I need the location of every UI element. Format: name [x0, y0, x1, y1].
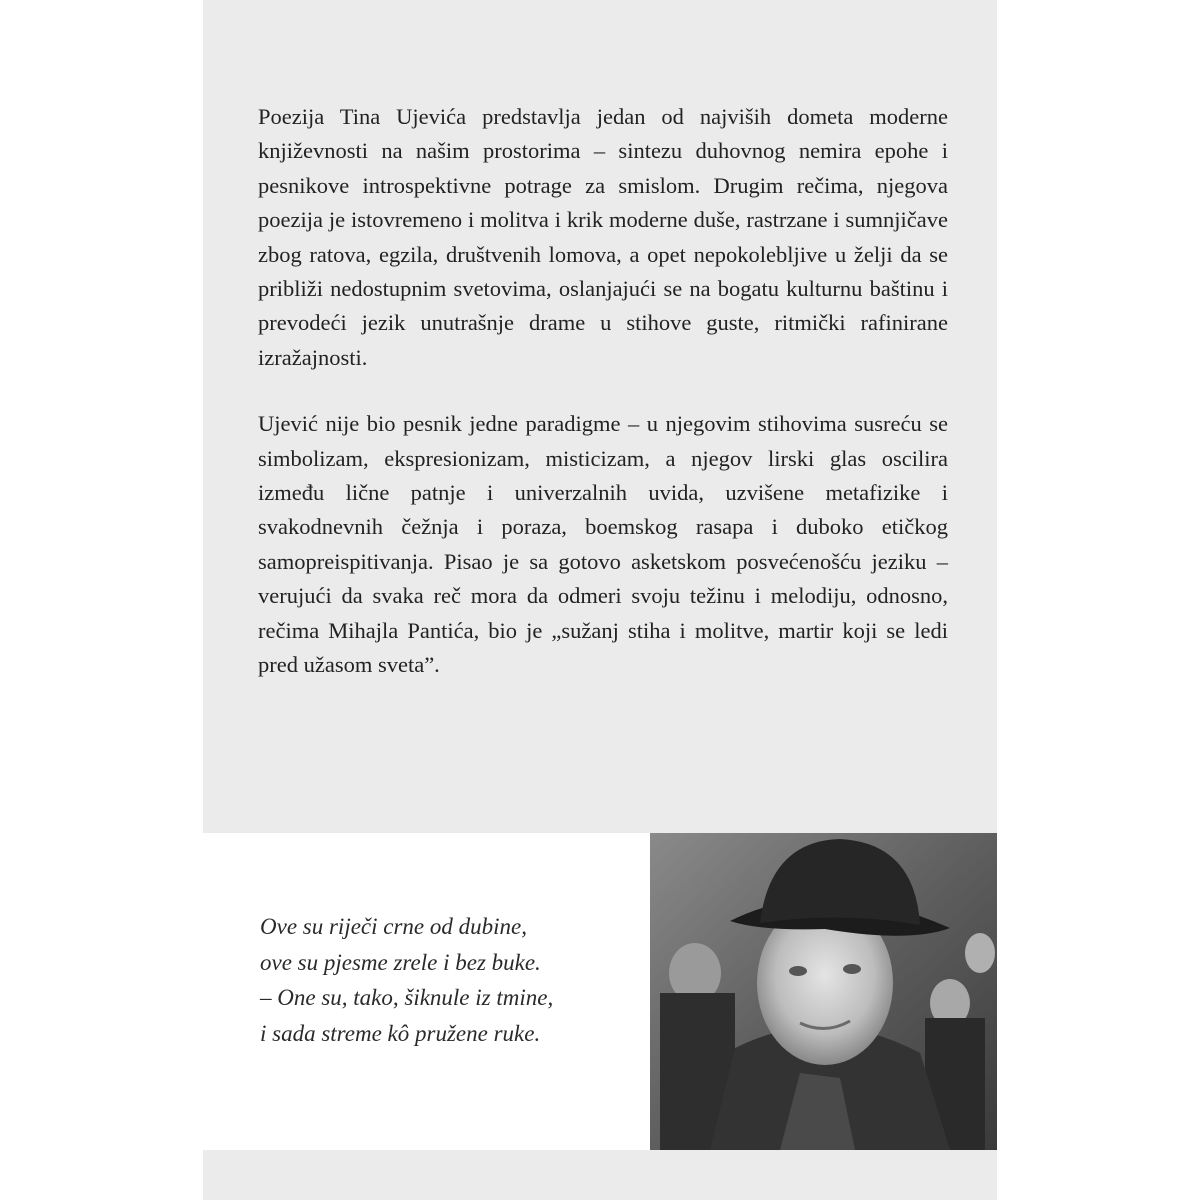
poem-line: i sada streme kô pružene ruke.: [260, 1020, 541, 1046]
poem-quote: [260, 909, 553, 1051]
poem-line: – One su, tako, šiknule iz tmine,: [260, 985, 554, 1010]
description-paragraph-2: Ujević nije bio pesnik jedne paradigme – u njegovim stihovima susreću se simbolizam, ekspresionizam, misticizam, a njegov lirski glas oscilira između lične patnje i univerzalnih uvida, uzvišene metafizike i svakodnevnih čežnja i poraza, boemskog rasapa i duboko etičkog samopreispitivanja. Pisao je sa gotovo asketskom posvećenošću jeziku – verujući da svaka reč mora da odmeri svoju težinu i melodiju, odnosno, rečima Mihajla Pantića, bio je „sužanj stiha i molitve, martir koji se ledi pred užasom sveta”.: [258, 411, 948, 678]
poem-line: ove su pjesme zrele i bez buke.: [260, 949, 541, 975]
book-back-cover: [203, 0, 997, 1200]
description-text: [258, 100, 948, 715]
author-portrait-image: [650, 833, 997, 1150]
quote-band: [203, 833, 997, 1150]
poem-line: Ove su riječi crne od dubine,: [260, 914, 527, 939]
description-paragraph-1: Poezija Tina Ujevića predstavlja jedan od najviših dometa moderne književnosti na našim prostorima – sintezu duhovnog nemira epohe i pesnikove introspektivne potrage za smislom. Drugim rečima, njegova poezija je istovremeno i molitva i krik moderne duše, rastrzane i sumnjičave zbog ratova, egzila, društvenih lomova, a opet nepokolebljive u želji da se približi nedostupnim svetovima, oslanjajući se na bogatu kulturnu baštinu i prevodeći jezik unutrašnje drame u stihove guste, ritmički rafinirane izražajnosti.: [258, 104, 948, 370]
author-photo: [650, 833, 997, 1150]
